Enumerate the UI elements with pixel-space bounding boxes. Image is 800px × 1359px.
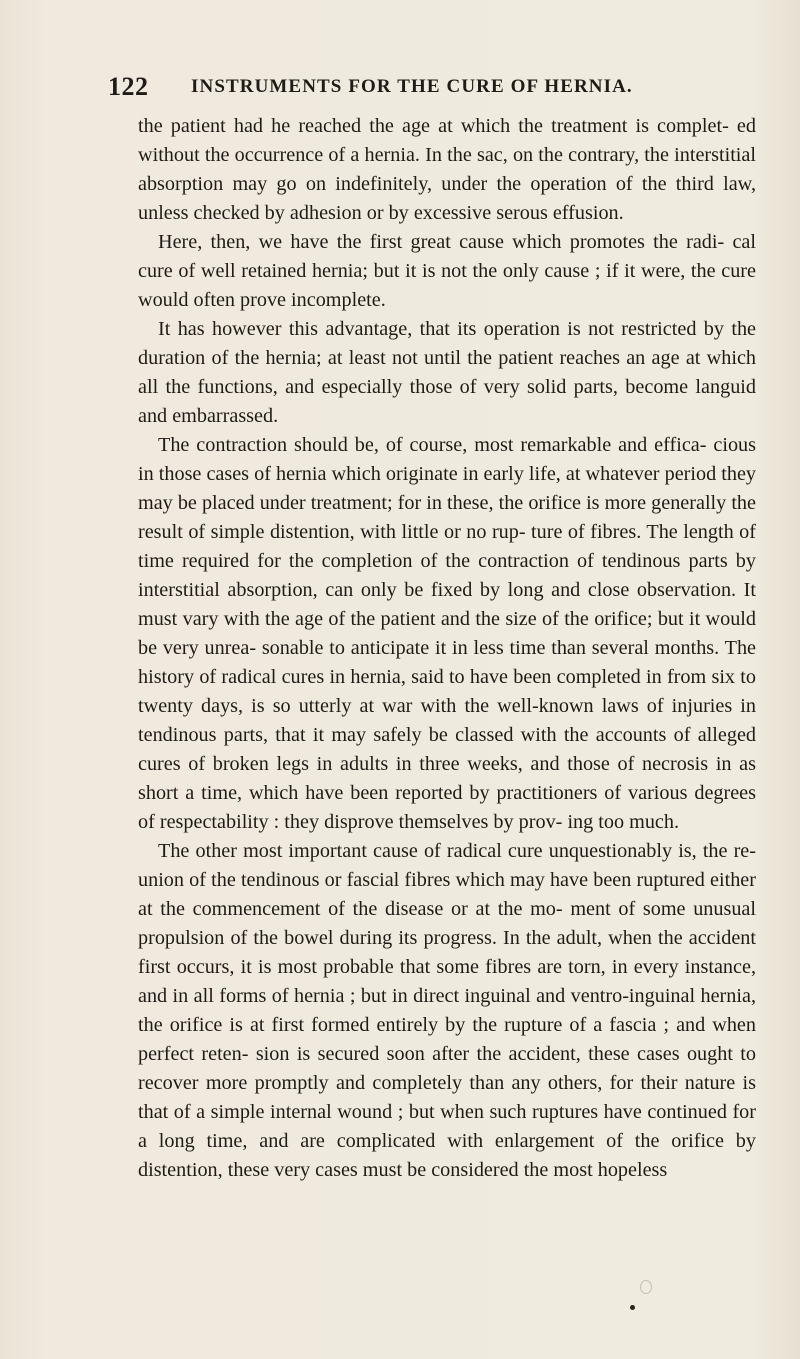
paragraph: Here, then, we have the first great cause which promotes the radi- cal cure of well retained hernia; but it is not the only cause ; if it were, the cure would often prove incomplete. [138, 231, 756, 311]
running-head: INSTRUMENTS FOR THE CURE OF HERNIA. [191, 76, 633, 97]
page-number: 122 [108, 72, 149, 101]
paragraph-continued: the patient had he reached the age at which the treatment is complet- ed without the occurrence of a hernia. In the sac, on the contrary, the interstitial absorption may go on indefinitely, under the operation of the third law, unless checked by adhesion or by excessive serous effusion. [138, 115, 756, 224]
body-text [138, 112, 756, 1185]
stray-mark [640, 1280, 652, 1294]
page-header [108, 72, 708, 104]
paragraph: The contraction should be, of course, most remarkable and effica- cious in those cases of hernia which originate in early life, at whatever period they may be placed under treatment; for in these, the orifice is more generally the result of simple distention, with little or no rup- ture of fibres. The length of time required for the completion of the contraction of tendinous parts by interstitial absorption, can only be fixed by long and close observation. It must vary with the age of the patient and the size of the orifice; but it would be very unrea- sonable to anticipate it in less time than several months. The history of radical cures in hernia, said to have been completed in from six to twenty days, is so utterly at war with the well-known laws of injuries in tendinous parts, that it may safely be classed with the accounts of alleged cures of broken legs in adults in three weeks, and those of necrosis in as short a time, which have been reported by practitioners of various degrees of respectability : they disprove themselves by prov- ing too much. [138, 434, 756, 833]
paragraph: The other most important cause of radical cure unquestionably is, the re-union of the tendinous or fascial fibres which may have been ruptured either at the commencement of the disease or at the mo- ment of some unusual propulsion of the bowel during its progress. In the adult, when the accident first occurs, it is most probable that some fibres are torn, in every instance, and in all forms of hernia ; but in direct inguinal and ventro-inguinal hernia, the orifice is at first formed entirely by the rupture of a fascia ; and when perfect reten- sion is secured soon after the accident, these cases ought to recover more promptly and completely than any others, for their nature is that of a simple internal wound ; but when such ruptures have continued for a long time, and are complicated with enlargement of the orifice by distention, these very cases must be considered the most hopeless [138, 840, 756, 1181]
paragraph: It has however this advantage, that its operation is not restricted by the duration of the hernia; at least not until the patient reaches an age at which all the functions, and especially those of very solid parts, become languid and embarrassed. [138, 318, 756, 427]
ink-dot [630, 1305, 635, 1310]
